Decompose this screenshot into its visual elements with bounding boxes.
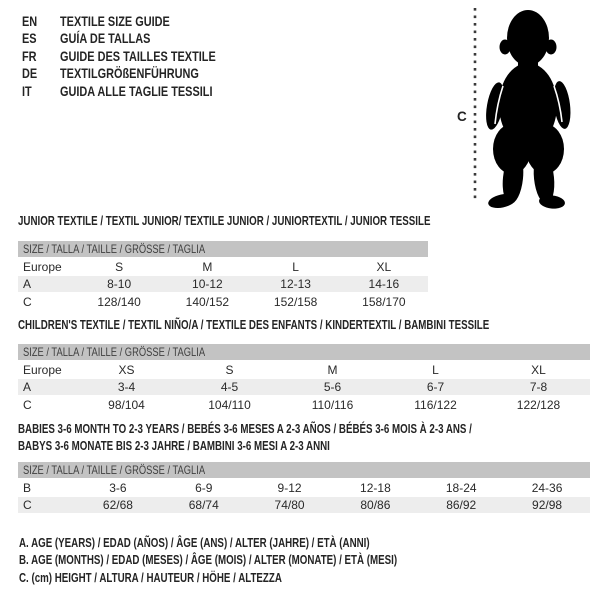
junior-section-title: JUNIOR TEXTILE / TEXTIL JUNIOR/ TEXTILE JUNIOR / JUNIORTEXTIL / JUNIOR TESSILE: [18, 214, 431, 228]
language-code: EN: [22, 13, 38, 29]
table-row-age: [18, 276, 428, 292]
age-cell: 5-6: [323, 380, 342, 394]
size-cell: S: [225, 362, 234, 377]
guide-title-fr: GUIDE DES TAILLES TEXTILE: [60, 47, 216, 64]
size-cell: L: [432, 362, 439, 377]
size-header-bar: SIZE / TALLA / TAILLE / GRÖSSE / TAGLIA: [18, 241, 428, 257]
guide-title-en: TEXTILE SIZE GUIDE: [60, 13, 170, 29]
age-cell: 3-4: [117, 380, 136, 394]
height-cell: 110/116: [311, 397, 354, 412]
height-cell: 152/158: [273, 294, 318, 309]
height-cell: 92/98: [532, 498, 563, 512]
language-code: IT: [22, 82, 32, 99]
measure-label-c: C: [457, 109, 467, 124]
row-label: B: [23, 480, 32, 495]
height-cell: 158/170: [362, 294, 406, 309]
language-row-en: [22, 13, 260, 30]
children-section-title: CHILDREN'S TEXTILE / TEXTIL NIÑO/A / TEXTILE DES ENFANTS / KINDERTEXTIL / BAMBINI TESSILE: [18, 318, 490, 332]
guide-title-es: GUÍA DE TALLAS: [60, 30, 151, 47]
legend-footnotes: [19, 536, 504, 588]
language-row-es: [22, 30, 260, 47]
babies-size-table: [18, 462, 590, 513]
table-row-height: [18, 497, 590, 513]
language-header: [22, 13, 260, 100]
age-cell: 12-18: [360, 480, 391, 495]
row-label: A: [23, 380, 32, 394]
age-cell: 8-10: [107, 277, 132, 291]
footnote-height-cm: C. (cm) HEIGHT / ALTURA / HAUTEUR / HÖHE / ALTEZZA: [19, 570, 282, 585]
height-cell: 86/92: [446, 498, 477, 512]
height-cell: 122/128: [516, 397, 561, 412]
height-cell: 80/86: [360, 498, 391, 512]
junior-size-table: [18, 241, 428, 310]
table-row-europe: [18, 362, 590, 378]
footnote-age-years: A. AGE (YEARS) / EDAD (AÑOS) / ÂGE (ANS) / ALTER (JAHRE) / ETÀ (ANNI): [19, 536, 370, 550]
size-cell: M: [202, 259, 213, 274]
age-cell: 14-16: [368, 277, 400, 291]
size-cell: XL: [376, 259, 392, 274]
age-cell: 4-5: [220, 380, 239, 394]
footnote-age-months: B. AGE (MONTHS) / EDAD (MESES) / ÂGE (MOIS) / ALTER (MONATE) / ETÀ (MESI): [19, 553, 398, 568]
table-row-height: [18, 397, 590, 413]
language-code: FR: [22, 47, 37, 64]
table-row-europe: [18, 259, 428, 275]
height-cell: 74/80: [274, 498, 305, 512]
size-header-bar: SIZE / TALLA / TAILLE / GRÖSSE / TAGLIA: [18, 462, 590, 478]
language-row-it: [22, 83, 260, 100]
language-row-fr: [22, 48, 260, 65]
height-cell: 140/152: [185, 294, 230, 309]
language-code: ES: [22, 30, 37, 47]
size-cell: L: [292, 259, 299, 274]
guide-title-it: GUIDA ALLE TAGLIE TESSILI: [60, 82, 213, 99]
language-code: DE: [22, 65, 38, 82]
babies-section-title: BABIES 3-6 MONTH TO 2-3 YEARS / BEBÉS 3-6 MESES A 2-3 AÑOS / BÉBÉS 3-6 MOIS À 2-3 ANS / BABYS 3-6 MONATE BIS 2-3 JAHRE / BAMBINI 3-6 MESI A 2-3 ANNI: [18, 422, 472, 453]
row-label: Europe: [23, 362, 62, 377]
age-cell: 3-6: [109, 480, 127, 495]
age-cell: 9-12: [277, 480, 302, 495]
age-cell: 12-13: [280, 277, 311, 291]
baby-figure: [450, 0, 600, 214]
baby-figure-svg: [450, 0, 600, 214]
table-row-age-months: [18, 480, 590, 496]
row-label: C: [23, 294, 32, 309]
size-cell: M: [327, 362, 338, 377]
table-row-age: [18, 379, 590, 395]
age-cell: 6-7: [426, 380, 445, 394]
silhouette-leg-gap: [524, 167, 535, 206]
row-label: Europe: [23, 259, 62, 274]
age-cell: 24-36: [531, 480, 563, 495]
guide-title-de: TEXTILGRÖßENFÜHRUNG: [60, 65, 199, 82]
height-cell: 62/68: [102, 498, 133, 512]
children-size-table: [18, 344, 590, 413]
height-cell: 104/110: [208, 397, 251, 412]
table-row-height: [18, 294, 428, 310]
age-cell: 10-12: [192, 277, 223, 291]
size-cell: S: [115, 259, 124, 274]
size-header-bar: SIZE / TALLA / TAILLE / GRÖSSE / TAGLIA: [18, 344, 590, 360]
height-cell: 128/140: [97, 294, 141, 309]
row-label: A: [23, 277, 32, 291]
language-row-de: [22, 65, 260, 82]
age-cell: 7-8: [529, 380, 548, 394]
age-cell: 18-24: [445, 480, 477, 495]
height-cell: 116/122: [414, 397, 457, 412]
size-cell: XS: [118, 362, 135, 377]
age-cell: 6-9: [195, 480, 213, 495]
size-cell: XL: [531, 362, 546, 377]
height-cell: 68/74: [188, 498, 219, 512]
height-cell: 98/104: [108, 397, 145, 412]
row-label: C: [23, 498, 32, 512]
row-label: C: [23, 397, 32, 412]
